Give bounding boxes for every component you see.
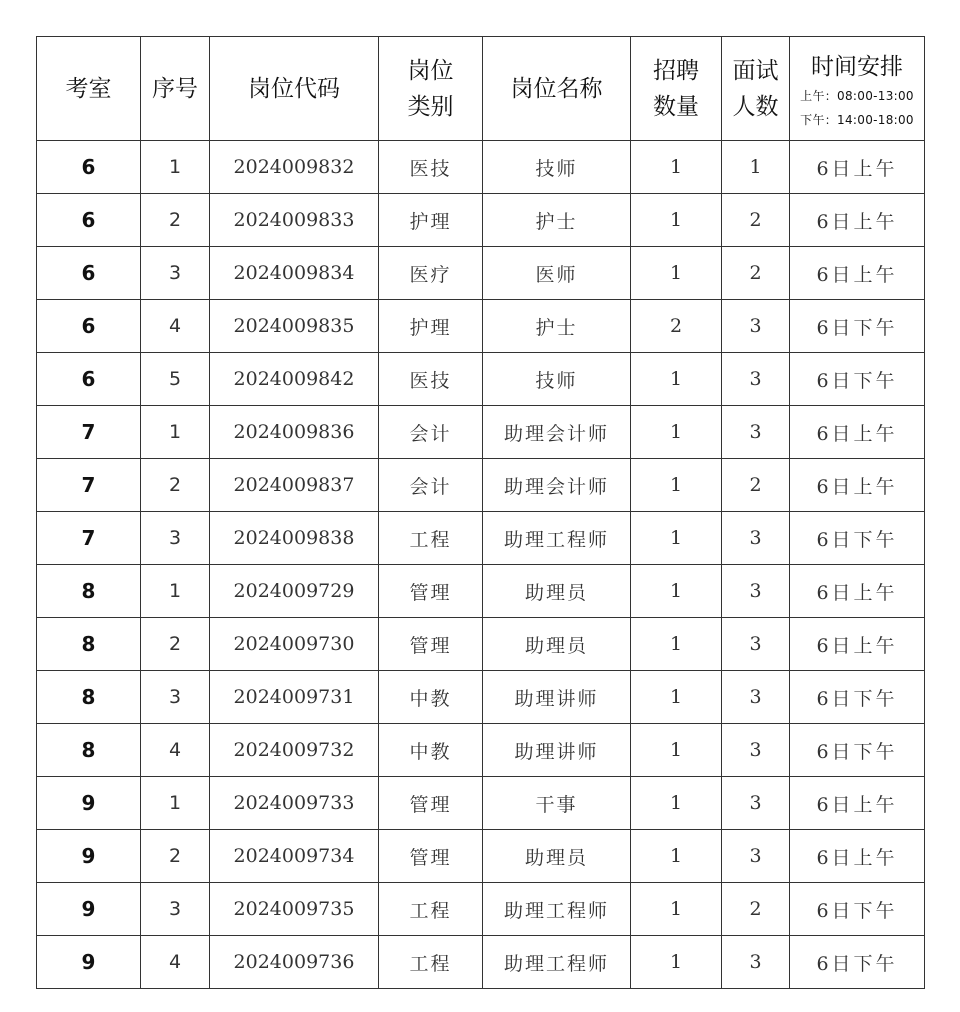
table-row <box>37 353 925 406</box>
cell-category: 护理 <box>379 300 483 353</box>
cell-seq: 1 <box>141 565 210 618</box>
cell-code: 2024009835 <box>210 300 379 353</box>
cell-time: 6日下午 <box>790 671 925 724</box>
cell-quota: 1 <box>631 406 722 459</box>
interview-schedule-table <box>36 36 925 989</box>
cell-category: 工程 <box>379 883 483 936</box>
table-row <box>37 671 925 724</box>
cell-time: 6日上午 <box>790 141 925 194</box>
cell-code: 2024009833 <box>210 194 379 247</box>
cell-room: 9 <box>37 830 141 883</box>
cell-code: 2024009731 <box>210 671 379 724</box>
header-name: 岗位名称 <box>483 37 631 141</box>
cell-room: 7 <box>37 512 141 565</box>
cell-seq: 2 <box>141 459 210 512</box>
table-body <box>37 141 925 989</box>
cell-room: 8 <box>37 724 141 777</box>
header-interview-line1: 面试 <box>732 57 779 84</box>
cell-name: 助理工程师 <box>483 883 631 936</box>
cell-quota: 1 <box>631 671 722 724</box>
cell-room: 9 <box>37 936 141 989</box>
cell-category: 医技 <box>379 141 483 194</box>
cell-seq: 1 <box>141 777 210 830</box>
cell-name: 医师 <box>483 247 631 300</box>
cell-quota: 1 <box>631 512 722 565</box>
cell-code: 2024009732 <box>210 724 379 777</box>
header-seq: 序号 <box>141 37 210 141</box>
table-row <box>37 936 925 989</box>
cell-category: 会计 <box>379 406 483 459</box>
cell-seq: 3 <box>141 883 210 936</box>
cell-time: 6日上午 <box>790 194 925 247</box>
cell-seq: 3 <box>141 512 210 565</box>
cell-room: 7 <box>37 459 141 512</box>
cell-quota: 1 <box>631 936 722 989</box>
table-header <box>37 37 925 141</box>
header-quota-line2: 数量 <box>653 93 699 120</box>
table-row <box>37 459 925 512</box>
cell-time: 6日上午 <box>790 459 925 512</box>
cell-room: 6 <box>37 141 141 194</box>
cell-category: 中教 <box>379 724 483 777</box>
cell-name: 助理员 <box>483 830 631 883</box>
cell-name: 助理工程师 <box>483 512 631 565</box>
cell-room: 9 <box>37 883 141 936</box>
header-time <box>790 37 925 141</box>
cell-interview: 2 <box>722 459 790 512</box>
cell-category: 工程 <box>379 936 483 989</box>
table-row <box>37 724 925 777</box>
cell-interview: 1 <box>722 141 790 194</box>
cell-name: 护士 <box>483 194 631 247</box>
cell-interview: 3 <box>722 300 790 353</box>
cell-time: 6日下午 <box>790 300 925 353</box>
cell-category: 医技 <box>379 353 483 406</box>
cell-category: 工程 <box>379 512 483 565</box>
header-time-afternoon: 下午：14:00-18:00 <box>800 112 914 127</box>
cell-name: 助理工程师 <box>483 936 631 989</box>
cell-quota: 1 <box>631 141 722 194</box>
cell-code: 2024009736 <box>210 936 379 989</box>
cell-interview: 3 <box>722 936 790 989</box>
cell-category: 管理 <box>379 565 483 618</box>
table-row <box>37 777 925 830</box>
header-interview <box>722 37 790 141</box>
cell-name: 干事 <box>483 777 631 830</box>
header-quota <box>631 37 722 141</box>
cell-name: 技师 <box>483 141 631 194</box>
cell-quota: 2 <box>631 300 722 353</box>
cell-name: 助理会计师 <box>483 406 631 459</box>
cell-time: 6日上午 <box>790 247 925 300</box>
cell-name: 助理讲师 <box>483 724 631 777</box>
cell-room: 6 <box>37 353 141 406</box>
cell-room: 8 <box>37 618 141 671</box>
cell-code: 2024009842 <box>210 353 379 406</box>
cell-code: 2024009734 <box>210 830 379 883</box>
cell-room: 6 <box>37 194 141 247</box>
table-row <box>37 512 925 565</box>
header-room: 考室 <box>37 37 141 141</box>
header-category <box>379 37 483 141</box>
header-time-title: 时间安排 <box>811 53 903 80</box>
header-time-morning: 上午：08:00-13:00 <box>800 88 914 103</box>
cell-code: 2024009735 <box>210 883 379 936</box>
cell-interview: 3 <box>722 512 790 565</box>
cell-seq: 1 <box>141 406 210 459</box>
cell-interview: 2 <box>722 247 790 300</box>
cell-quota: 1 <box>631 724 722 777</box>
cell-seq: 4 <box>141 724 210 777</box>
cell-quota: 1 <box>631 353 722 406</box>
cell-time: 6日上午 <box>790 830 925 883</box>
cell-quota: 1 <box>631 618 722 671</box>
cell-time: 6日下午 <box>790 353 925 406</box>
table-row <box>37 830 925 883</box>
cell-interview: 3 <box>722 830 790 883</box>
table-row <box>37 883 925 936</box>
cell-time: 6日下午 <box>790 724 925 777</box>
cell-room: 7 <box>37 406 141 459</box>
cell-room: 8 <box>37 565 141 618</box>
cell-code: 2024009733 <box>210 777 379 830</box>
cell-name: 助理员 <box>483 565 631 618</box>
table-row <box>37 406 925 459</box>
cell-interview: 2 <box>722 883 790 936</box>
cell-interview: 3 <box>722 353 790 406</box>
cell-quota: 1 <box>631 565 722 618</box>
header-row <box>37 37 925 141</box>
table-row <box>37 618 925 671</box>
cell-seq: 4 <box>141 300 210 353</box>
cell-quota: 1 <box>631 830 722 883</box>
cell-interview: 3 <box>722 724 790 777</box>
cell-seq: 1 <box>141 141 210 194</box>
cell-name: 助理讲师 <box>483 671 631 724</box>
cell-room: 6 <box>37 300 141 353</box>
cell-code: 2024009838 <box>210 512 379 565</box>
table-row <box>37 247 925 300</box>
cell-seq: 5 <box>141 353 210 406</box>
cell-code: 2024009837 <box>210 459 379 512</box>
cell-seq: 3 <box>141 671 210 724</box>
cell-seq: 4 <box>141 936 210 989</box>
cell-room: 9 <box>37 777 141 830</box>
cell-category: 管理 <box>379 618 483 671</box>
header-category-line2: 类别 <box>407 93 454 120</box>
cell-name: 助理会计师 <box>483 459 631 512</box>
cell-seq: 3 <box>141 247 210 300</box>
cell-code: 2024009834 <box>210 247 379 300</box>
cell-seq: 2 <box>141 618 210 671</box>
cell-name: 护士 <box>483 300 631 353</box>
cell-interview: 3 <box>722 565 790 618</box>
cell-room: 8 <box>37 671 141 724</box>
cell-time: 6日下午 <box>790 512 925 565</box>
table-row <box>37 565 925 618</box>
cell-seq: 2 <box>141 830 210 883</box>
cell-category: 管理 <box>379 777 483 830</box>
cell-code: 2024009730 <box>210 618 379 671</box>
cell-code: 2024009836 <box>210 406 379 459</box>
cell-category: 护理 <box>379 194 483 247</box>
cell-interview: 3 <box>722 618 790 671</box>
cell-quota: 1 <box>631 247 722 300</box>
cell-room: 6 <box>37 247 141 300</box>
cell-quota: 1 <box>631 777 722 830</box>
cell-interview: 3 <box>722 406 790 459</box>
header-category-line1: 岗位 <box>407 57 454 84</box>
cell-category: 会计 <box>379 459 483 512</box>
cell-time: 6日下午 <box>790 936 925 989</box>
header-interview-line2: 人数 <box>732 93 779 120</box>
cell-time: 6日上午 <box>790 777 925 830</box>
cell-category: 医疗 <box>379 247 483 300</box>
cell-name: 技师 <box>483 353 631 406</box>
cell-code: 2024009729 <box>210 565 379 618</box>
cell-interview: 3 <box>722 777 790 830</box>
cell-quota: 1 <box>631 883 722 936</box>
cell-seq: 2 <box>141 194 210 247</box>
cell-category: 管理 <box>379 830 483 883</box>
header-quota-line1: 招聘 <box>653 57 699 84</box>
table-row <box>37 141 925 194</box>
cell-code: 2024009832 <box>210 141 379 194</box>
header-code: 岗位代码 <box>210 37 379 141</box>
table-row <box>37 194 925 247</box>
cell-time: 6日上午 <box>790 565 925 618</box>
cell-interview: 2 <box>722 194 790 247</box>
cell-time: 6日上午 <box>790 618 925 671</box>
cell-name: 助理员 <box>483 618 631 671</box>
cell-quota: 1 <box>631 194 722 247</box>
cell-time: 6日上午 <box>790 406 925 459</box>
cell-quota: 1 <box>631 459 722 512</box>
table-row <box>37 300 925 353</box>
cell-category: 中教 <box>379 671 483 724</box>
cell-time: 6日下午 <box>790 883 925 936</box>
cell-interview: 3 <box>722 671 790 724</box>
